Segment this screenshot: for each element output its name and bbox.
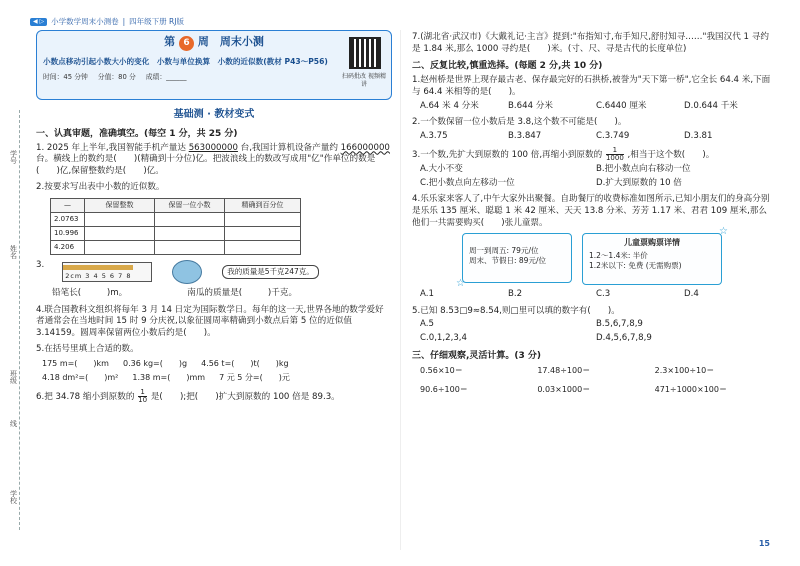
mc5-options (420, 319, 772, 344)
price-board (456, 233, 572, 289)
child-ticket-title: 儿童票购票详情 (624, 238, 680, 248)
left-column (36, 30, 392, 409)
table-header: 精确到百分位 (225, 199, 301, 213)
conversion-row (42, 359, 392, 370)
table-header-row (51, 199, 301, 213)
q5-text: 5.在括号里填上合适的数。 (36, 344, 139, 355)
table-header: 保留一位小数 (155, 199, 225, 213)
week-banner (36, 30, 392, 100)
mc3-options (420, 164, 772, 189)
option-d[interactable]: D.0.644 千米 (684, 100, 738, 111)
answer-cell[interactable] (155, 213, 225, 227)
conversion-item: 4.18 dm²=( )m² (42, 372, 119, 382)
conversion-item: 0.36 kg=( )g (122, 358, 188, 368)
week-prefix: 第 (164, 35, 176, 48)
q6-text-b: 是( );把( )扩大到原数的 100 倍是 89.3。 (150, 391, 340, 402)
mc1-options (420, 101, 772, 113)
banner-topics: 小数点移动引起小数大小的变化 小数与单位换算 小数的近似数(教材 P43～P56) (43, 57, 328, 66)
answer-cell[interactable] (85, 227, 155, 241)
option-d[interactable]: D.4,5,6,7,8,9 (596, 333, 652, 344)
mc5-text: 5.已知 8.53□9≈8.54,则□里可以填的数字有( )。 (412, 305, 620, 316)
q1-text-b: 台,我国计算机设备产量约 (240, 142, 338, 153)
class-label: 班级 (9, 370, 18, 384)
q1-text-a: 1. 2025 年上半年,我国智能手机产量达 (36, 142, 186, 153)
q3-figures (62, 260, 319, 284)
table-cell: 2.0763 (51, 213, 85, 227)
qr-code-icon[interactable] (349, 37, 381, 69)
option-d[interactable]: D.3.81 (684, 130, 713, 141)
part3-title: 三、仔细观察,灵活计算。(3 分) (412, 350, 542, 361)
ruler-image (62, 262, 152, 282)
banner-title (43, 35, 385, 51)
option-c[interactable]: C.0,1,2,3,4 (420, 333, 467, 344)
option-c[interactable]: C.把小数点向左移动一位 (420, 177, 515, 188)
column-divider (400, 30, 401, 550)
school-label: 学校 (9, 490, 18, 504)
id-label: 学号 (9, 150, 18, 164)
calc-item: 471÷1000×100＝ (654, 384, 727, 394)
mc4-text: 4.乐乐家来客人了,中午大家外出聚餐。自助餐厅的收费标准如图所示,已知小朋友们的身高分别是乐乐 135 厘米、聪聪 1 米 42 厘米、天天 13.8 分米、芳芳 1.17 米、君君 109 厘米,那么他们一共需要购买( )张儿童票。 (412, 194, 770, 228)
option-d[interactable]: D.扩大到原数的 10 倍 (596, 177, 682, 188)
option-a[interactable]: A.1 (420, 289, 434, 300)
conversion-item: 1.38 m=( )mm (132, 372, 206, 382)
result-label: 成绩：______ (145, 73, 187, 82)
table-header: — (51, 199, 85, 213)
q1-wavy-number: 166000000 (340, 142, 390, 153)
fraction-denominator: 1000 (605, 154, 624, 163)
qr-caption: 扫码批改 视频精讲 (342, 73, 386, 89)
option-b[interactable]: B.5,6,7,8,9 (596, 319, 643, 330)
pencil-icon (63, 265, 133, 270)
option-a[interactable]: A.5 (420, 319, 434, 330)
answer-cell[interactable] (225, 227, 301, 241)
answer-cell[interactable] (225, 213, 301, 227)
option-b[interactable]: B.644 分米 (508, 100, 553, 111)
q1-underlined-number: 563000000 (188, 142, 238, 153)
child-ticket-free: 1.2米以下: 免费 (无需购票) (589, 261, 682, 271)
question-1 (36, 143, 392, 178)
binding-margin (0, 0, 28, 566)
question-2 (36, 182, 392, 255)
approximation-table (50, 198, 301, 255)
option-c[interactable]: C.3.749 (596, 130, 630, 141)
q1-text-c: 台。横线上的数约是( )(精确到十分位)亿。把波浪线上的数改写成用"亿"作单位的数是( )亿,保留整数约是( )亿。 (36, 154, 376, 176)
question-3 (36, 260, 392, 300)
mc-question-4 (412, 194, 772, 300)
question-5 (36, 344, 392, 383)
q3-label: 3. (36, 260, 45, 271)
part2-title: 二、反复比较,慎重选择。(每题 2 分,共 10 分) (412, 61, 603, 72)
brand-logo: ◀ ▷ (30, 18, 47, 26)
week-suffix: 周 周末小测 (197, 35, 264, 48)
child-ticket-board (582, 226, 728, 285)
calc-item: 17.48÷100＝ (537, 365, 591, 375)
mc3-text (412, 147, 772, 162)
calc-grid (420, 366, 772, 396)
part1-title: 一、认真审题，准确填空。(每空 1 分，共 25 分) (36, 128, 238, 139)
mc-question-2 (412, 117, 772, 142)
star-icon: ☆ (719, 226, 728, 238)
fraction-one-tenth (138, 389, 147, 404)
table-row (51, 213, 301, 227)
fraction-one-thousandth (606, 147, 624, 162)
brand-title: 小学数学周末小测卷 (51, 16, 119, 26)
banner-meta (43, 73, 385, 82)
question-6 (36, 389, 392, 404)
conversion-item: 4.56 t=( )t( )kg (201, 358, 289, 368)
option-b[interactable]: B.把小数点向右移动一位 (596, 164, 691, 175)
option-a[interactable]: A.64 米 4 分米 (420, 100, 479, 111)
fraction-numerator: 1 (606, 147, 624, 155)
calc-item: 0.03×1000＝ (537, 384, 591, 394)
question-4: 4.联合国教科文组织将每年 3 月 14 日定为国际数学日。每年的这一天,世界各地的数学爱好者通常会在当地时间 15 时 9 分庆祝,以象征圆周率精确到小数点后第 5 位的近似值 3.14159。圆周率保留两位小数后约是( )。 (36, 304, 384, 338)
q3-pencil-text: 铅笔长( )m。 (52, 288, 128, 299)
name-label: 姓名 (9, 245, 18, 259)
right-column (412, 30, 772, 395)
time-label: 时间：45 分钟 (43, 73, 88, 82)
question-7: 7.(湖北省·武汉市)《大戴礼记·主言》提到:"布指知寸,布手知尺,舒肘知寻……"我国汉代 1 寻约是 1.84 米,那么 1000 寻约是( )米。(寸、尺、寻是古代的长度单位) (412, 32, 769, 54)
option-c[interactable]: C.3 (596, 289, 611, 300)
calc-item: 90.6÷100＝ (420, 384, 468, 394)
mc1-text: 1.赵州桥是世界上现存最古老、保存最完好的石拱桥,被誉为"天下第一桥",它全长 64.4 米,下面与 64.4 米相等的是( )。 (412, 75, 771, 97)
line-label: 线 (9, 420, 18, 427)
answer-cell[interactable] (155, 241, 225, 255)
option-a[interactable]: A.3.75 (420, 130, 448, 141)
answer-cell[interactable] (225, 241, 301, 255)
mc2-options (420, 131, 772, 143)
answer-cell[interactable] (155, 227, 225, 241)
calc-item: 2.3×100÷10＝ (654, 365, 715, 375)
cut-line (19, 110, 20, 530)
option-c[interactable]: C.6440 厘米 (596, 100, 647, 111)
option-a[interactable]: A.大小不变 (420, 164, 463, 175)
mc2-text: 2.一个数保留一位小数后是 3.8,这个数不可能是( )。 (412, 117, 627, 128)
table-cell: 4.206 (51, 241, 85, 255)
table-header: 保留整数 (85, 199, 155, 213)
price-weekday: 周一到周五: 79元/位 (469, 246, 539, 256)
table-row (51, 227, 301, 241)
star-icon: ☆ (456, 277, 465, 289)
fraction-numerator: 1 (138, 389, 147, 397)
conversion-row (42, 373, 392, 384)
ticket-figures (456, 226, 772, 289)
option-b[interactable]: B.3.847 (508, 130, 542, 141)
mc4-options (420, 289, 772, 301)
conversion-item: 7 元 5 分=( )元 (219, 372, 290, 382)
mc-question-3 (412, 147, 772, 189)
calc-item: 0.56×10＝ (420, 365, 463, 375)
pumpkin-icon (172, 260, 202, 284)
speech-bubble: 我的质量是5千克247克。 (222, 265, 319, 279)
table-row (51, 241, 301, 255)
header-separator: | (122, 16, 126, 26)
q3-pumpkin-text: 南瓜的质量是( )千克。 (187, 288, 298, 299)
score-label: 分值：80 分 (97, 73, 136, 82)
price-weekend: 周末、节假日: 89元/位 (469, 256, 546, 266)
header-strip (30, 16, 184, 28)
week-number-badge: 6 (179, 36, 194, 51)
option-b[interactable]: B.2 (508, 289, 523, 300)
q6-text-a: 6.把 34.78 缩小到原数的 (36, 391, 135, 402)
mc3-text-a: 3.一个数,先扩大到原数的 100 倍,再缩小到原数的 (412, 150, 603, 161)
page-number: 15 (758, 539, 770, 549)
conversion-item: 175 m=( )km (42, 358, 109, 368)
answer-cell[interactable] (85, 213, 155, 227)
child-ticket-half: 1.2～1.4米: 半价 (589, 251, 648, 261)
option-d[interactable]: D.4 (684, 289, 699, 300)
mc-question-1 (412, 75, 772, 112)
mc3-text-b: ,相当于这个数( )。 (627, 150, 715, 161)
mc-question-5 (412, 306, 772, 345)
q2-text: 2.按要求写出表中小数的近似数。 (36, 182, 165, 193)
ruler-ticks: 2cm 3 4 5 6 7 8 (65, 272, 132, 281)
section-title: 基础测 · 教材变式 (173, 109, 255, 120)
table-cell: 10.996 (51, 227, 85, 241)
edition-label: 四年级下册 RJ版 (129, 16, 184, 26)
answer-cell[interactable] (85, 241, 155, 255)
fraction-denominator: 10 (138, 395, 148, 404)
